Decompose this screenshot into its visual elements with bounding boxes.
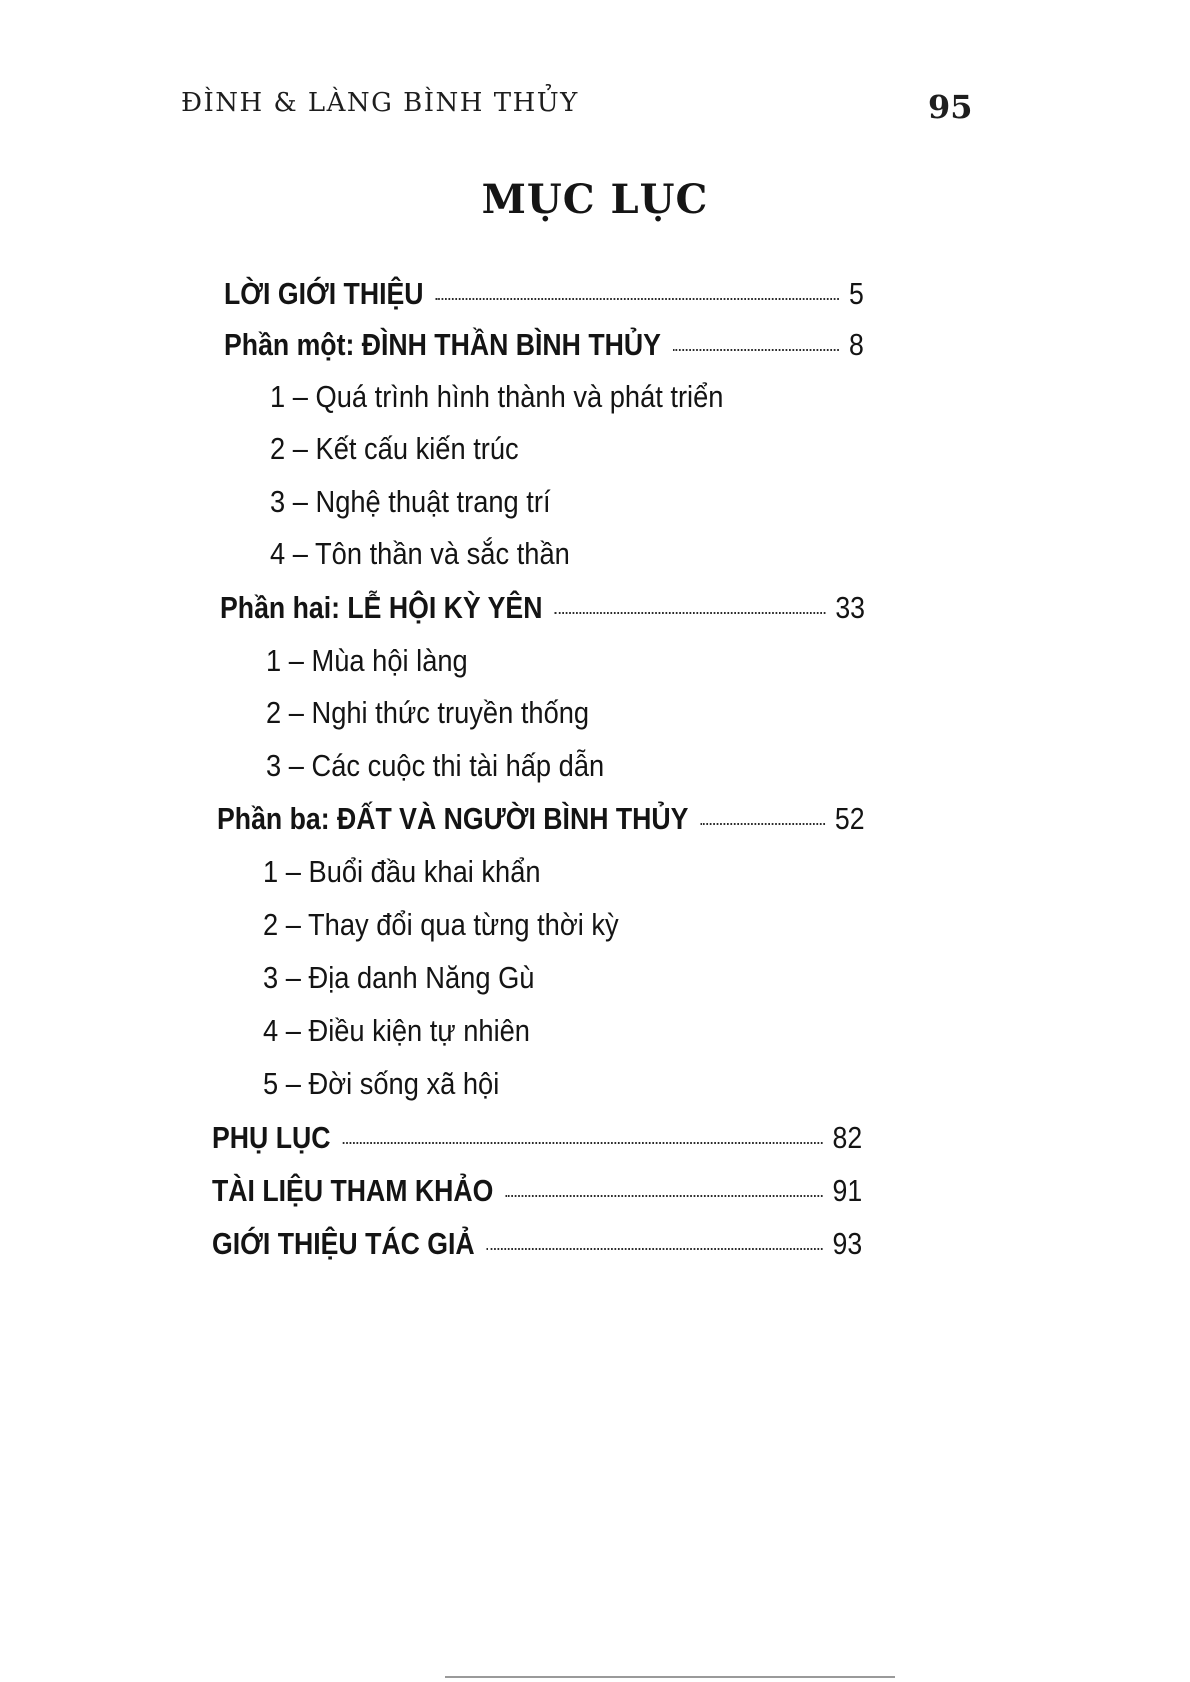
toc-entry-page: 93 <box>832 1226 863 1261</box>
toc-entry-loi-gioi-thieu <box>224 276 864 312</box>
toc-subitem: 2 – Kết cấu kiến trúc <box>270 431 519 466</box>
dot-leader <box>505 1195 822 1197</box>
toc-entry-phan-hai <box>220 590 865 626</box>
dot-leader <box>554 612 825 614</box>
dot-leader <box>700 823 824 825</box>
toc-entry-phu-luc <box>212 1120 862 1156</box>
dot-leader <box>436 298 839 300</box>
toc-entry-phan-mot <box>224 327 864 363</box>
toc-subitem: 1 – Quá trình hình thành và phát triển <box>270 379 724 414</box>
toc-subitem: 5 – Đời sống xã hội <box>263 1066 500 1101</box>
page-title: MỤC LỤC <box>481 176 709 223</box>
toc-subitem: 1 – Buổi đầu khai khẩn <box>263 854 541 889</box>
dot-leader <box>343 1142 823 1144</box>
toc-entry-page: 82 <box>832 1120 863 1155</box>
bottom-edge-rule <box>445 1676 895 1678</box>
toc-subitem: 4 – Điều kiện tự nhiên <box>263 1013 530 1048</box>
toc-subitem: 1 – Mùa hội làng <box>266 643 468 678</box>
dot-leader <box>673 349 839 351</box>
toc-subitem: 3 – Nghệ thuật trang trí <box>270 484 551 519</box>
toc-subitem: 4 – Tôn thần và sắc thần <box>270 536 570 571</box>
toc-subitem: 2 – Nghi thức truyền thống <box>266 695 590 730</box>
toc-entry-label: GIỚI THIỆU TÁC GIẢ <box>212 1226 475 1261</box>
toc-entry-page: 52 <box>834 801 865 836</box>
toc-entry-page: 91 <box>832 1173 863 1208</box>
toc-subitem: 3 – Các cuộc thi tài hấp dẫn <box>266 748 605 783</box>
toc-entry-label: TÀI LIỆU THAM KHẢO <box>212 1173 494 1208</box>
toc-entry-phan-ba <box>217 801 865 837</box>
toc-subitem: 2 – Thay đổi qua từng thời kỳ <box>263 907 619 942</box>
toc-entry-label: LỜI GIỚI THIỆU <box>224 276 424 311</box>
toc-entry-gioi-thieu-tac-gia <box>212 1226 862 1262</box>
toc-subitem: 3 – Địa danh Năng Gù <box>263 960 535 995</box>
dot-leader <box>487 1248 822 1250</box>
toc-entry-page: 5 <box>849 276 864 311</box>
page-number: 95 <box>928 88 973 126</box>
toc-entry-label: Phần ba: ĐẤT VÀ NGƯỜI BÌNH THỦY <box>217 801 689 836</box>
toc-entry-tai-lieu-tham-khao <box>212 1173 862 1209</box>
toc-entry-label: PHỤ LỤC <box>212 1120 331 1155</box>
toc-entry-label: Phần hai: LỄ HỘI KỲ YÊN <box>220 590 543 625</box>
toc-entry-page: 8 <box>849 327 864 362</box>
toc-entry-page: 33 <box>835 590 865 625</box>
running-header: ĐÌNH & LÀNG BÌNH THỦY <box>181 88 579 118</box>
toc-entry-label: Phần một: ĐÌNH THẦN BÌNH THỦY <box>224 327 661 362</box>
